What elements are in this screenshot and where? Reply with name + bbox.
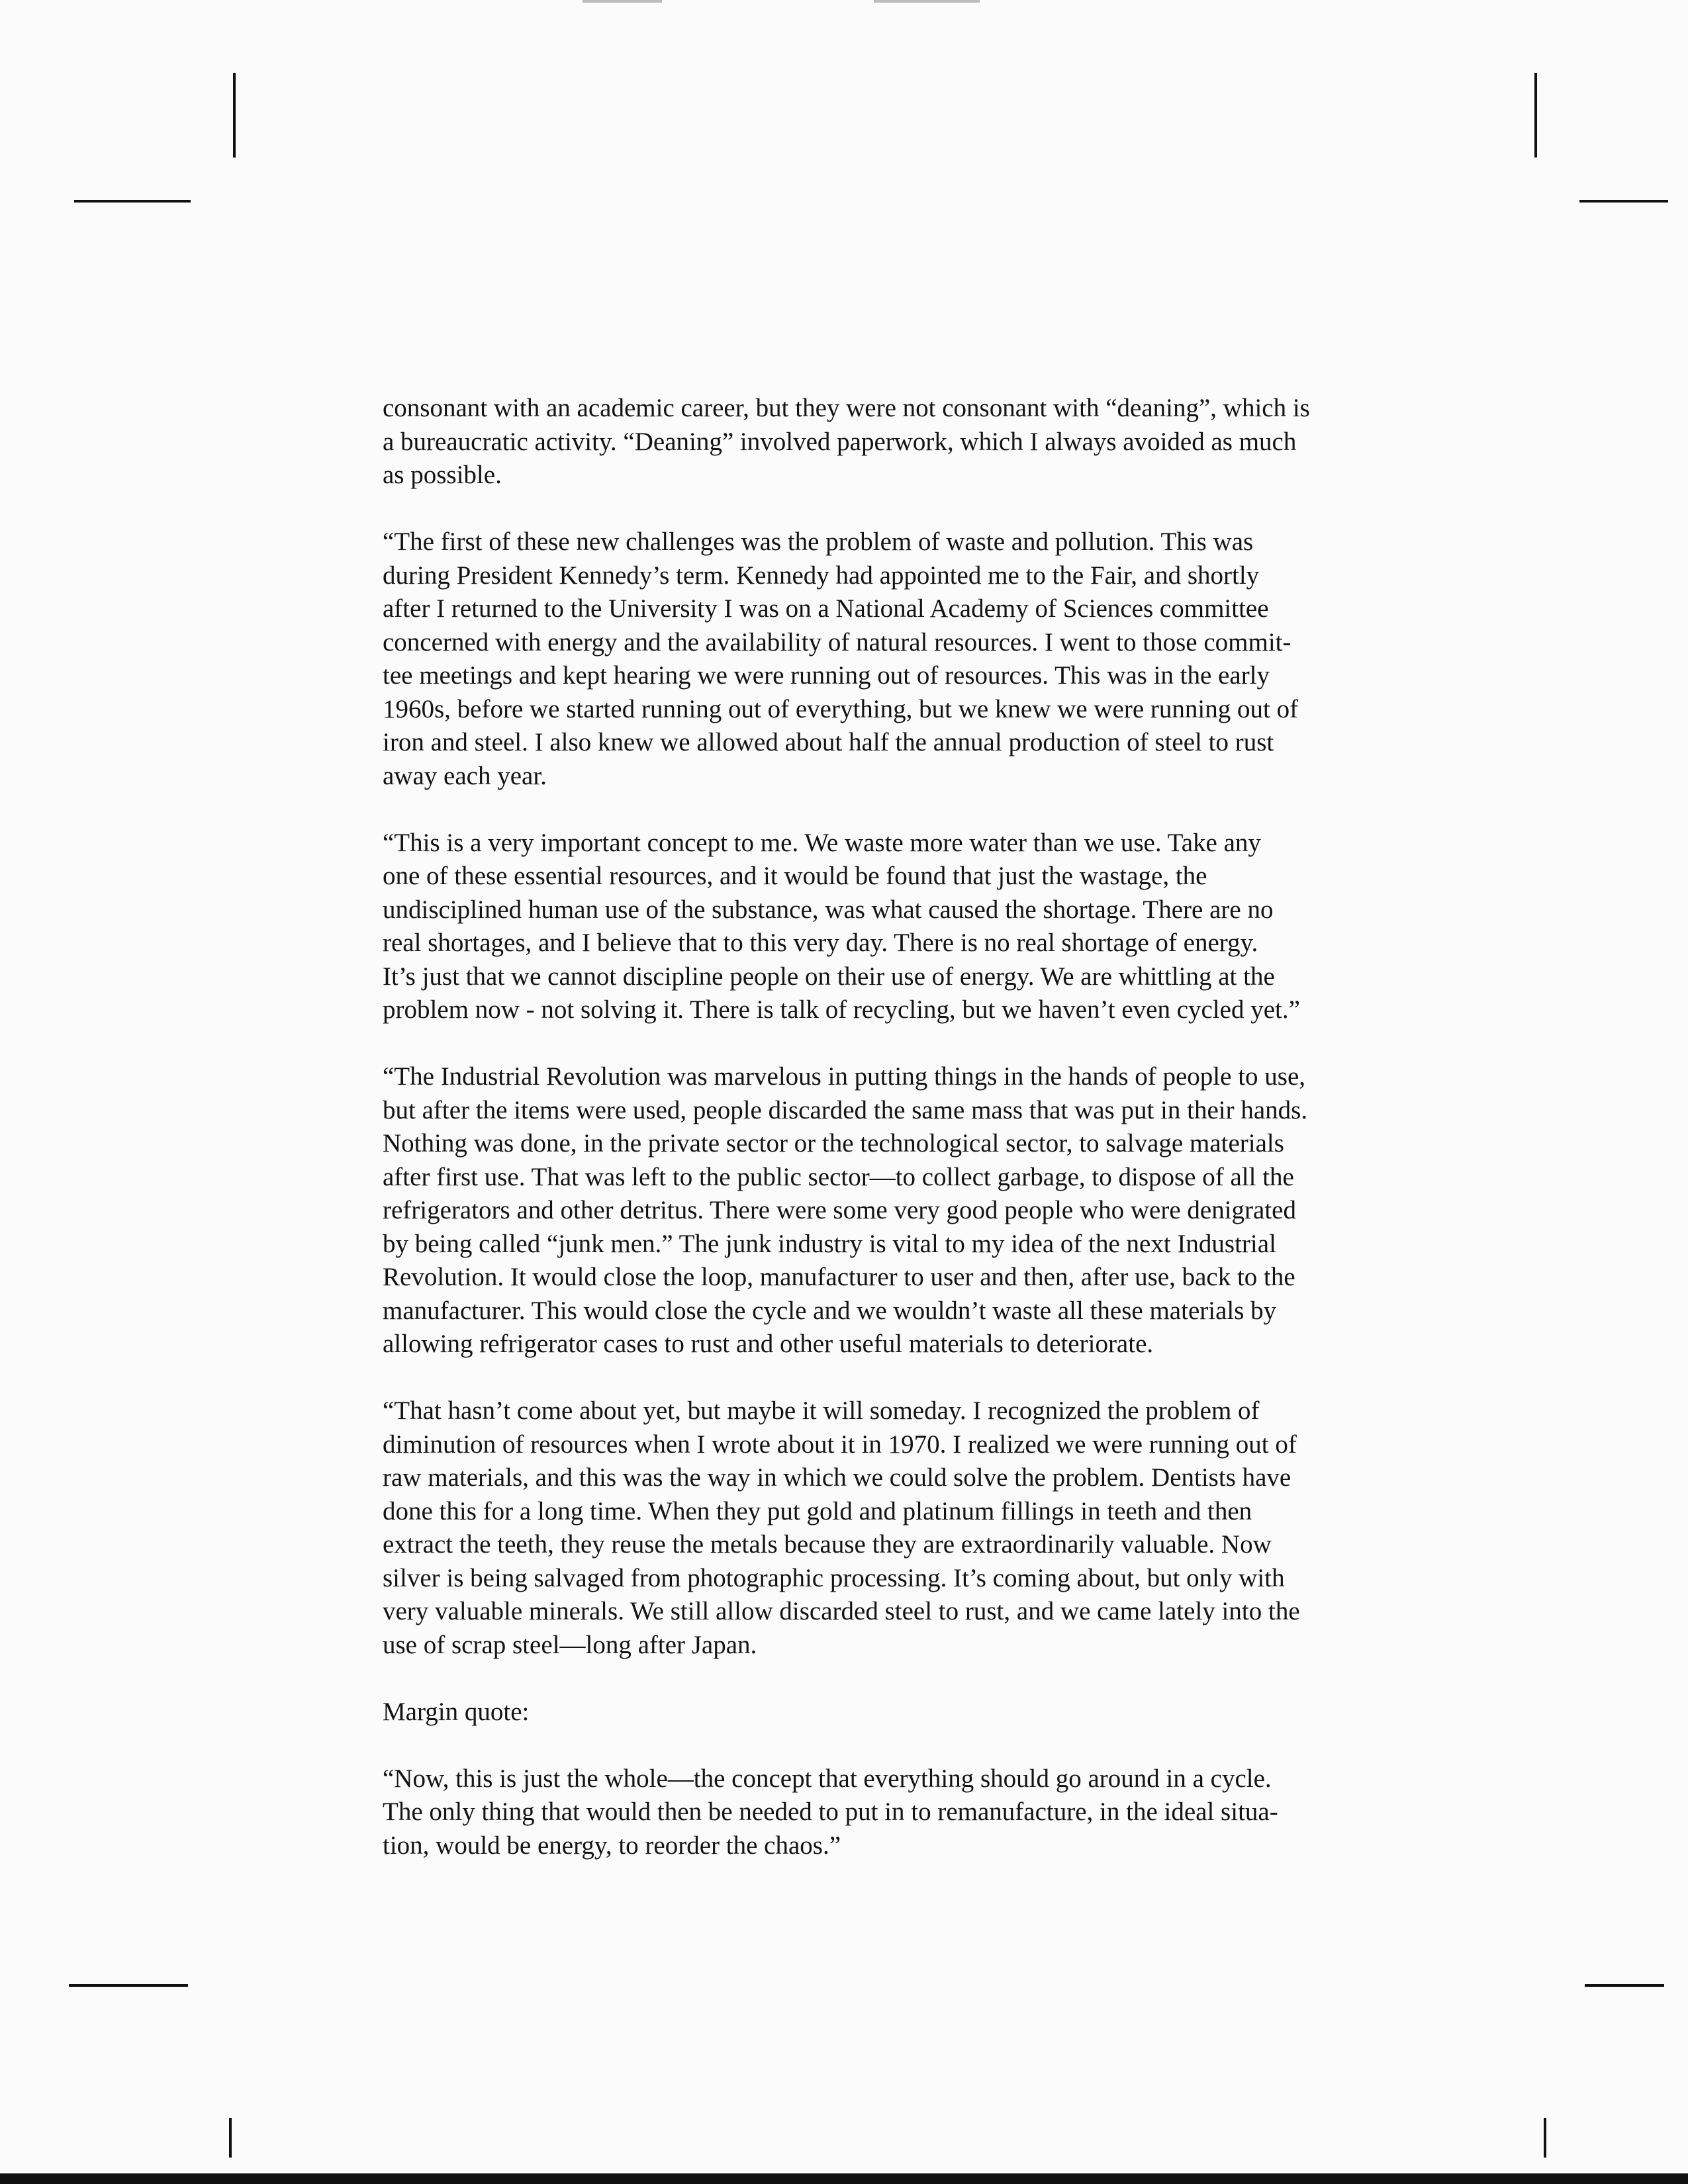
paragraph: consonant with an academic career, but they were not consonant with “deaning”, which is a bureaucratic activity. “Deaning” involved paperwork, which I always avoided as much as possible. [383, 394, 1310, 489]
crop-mark-top-left-vertical [233, 73, 236, 158]
margin-quote-label: Margin quote: [383, 1697, 530, 1726]
paragraph: “That hasn’t come about yet, but maybe it will someday. I recognized the problem of diminution of resources when I wrote about it in 1970. I realized we were running out of raw materials, and this was the way in which we could solve the problem. Dentists have done this for a long time. When they put gold and platinum fillings in teeth and then extract the teeth, they reuse the metals because they are extraordinarily valuable. Now silver is being salvaged from photographic processing. It’s coming about, but only with very valuable minerals. We still allow discarded steel to rust, and we came lately into the use of scrap steel—long after Japan. [383, 1396, 1300, 1659]
scan-artifact [583, 0, 662, 3]
crop-mark-top-right-vertical [1534, 73, 1537, 158]
crop-mark-bottom-left-horizontal [69, 1984, 188, 1987]
crop-mark-bottom-right-vertical [1544, 2118, 1546, 2158]
paragraph: “The first of these new challenges was the problem of waste and pollution. This was during President Kennedy’s term. Kennedy had appointed me to the Fair, and shortly after I returned to the University I was on a National Academy of Sciences committee concerned with energy and the availability of natural resources. I went to those commit- tee meetings and kept hearing we were running out of resources. This was in the early 1960s, before we started running out of everything, but we knew we were running out of iron and steel. I also knew we allowed about half the annual production of steel to rust away each year. [383, 527, 1299, 790]
crop-mark-bottom-left-vertical [229, 2118, 232, 2158]
document-body [383, 392, 1395, 1862]
margin-quote: “Now, this is just the whole—the concept that everything should go around in a cycle. The only thing that would then be needed to put in to remanufacture, in the ideal situa- tion, would be energy, to reorder the chaos.” [383, 1764, 1278, 1860]
paragraph: “The Industrial Revolution was marvelous in putting things in the hands of people to use, but after the items were used, people discarded the same mass that was put in their hands. Nothing was done, in the private sector or the technological sector, to salvage materials after first use. That was left to the public sector—to collect garbage, to dispose of all the refrigerators and other detritus. There were some very good people who were denigrated by being called “junk men.” The junk industry is vital to my idea of the next Industrial Revolution. It would close the loop, manufacturer to user and then, after use, back to the manufacturer. This would close the cycle and we wouldn’t waste all these materials by allowing refrigerator cases to rust and other useful materials to deteriorate. [383, 1062, 1308, 1358]
paragraph: “This is a very important concept to me. We waste more water than we use. Take any one of these essential resources, and it would be found that just the wastage, the undisciplined human use of the substance, was what caused the shortage. There are no real shortages, and I believe that to this very day. There is no real shortage of energy. It’s just that we cannot discipline people on their use of energy. We are whittling at the problem now - not solving it. There is talk of recycling, but we haven’t even cycled yet.” [383, 828, 1300, 1024]
crop-mark-bottom-right-horizontal [1585, 1984, 1664, 1987]
crop-mark-top-right-horizontal [1579, 200, 1668, 203]
crop-mark-top-left-horizontal [74, 200, 191, 203]
scan-edge-bar [0, 2173, 1688, 2184]
scan-artifact [874, 0, 980, 3]
